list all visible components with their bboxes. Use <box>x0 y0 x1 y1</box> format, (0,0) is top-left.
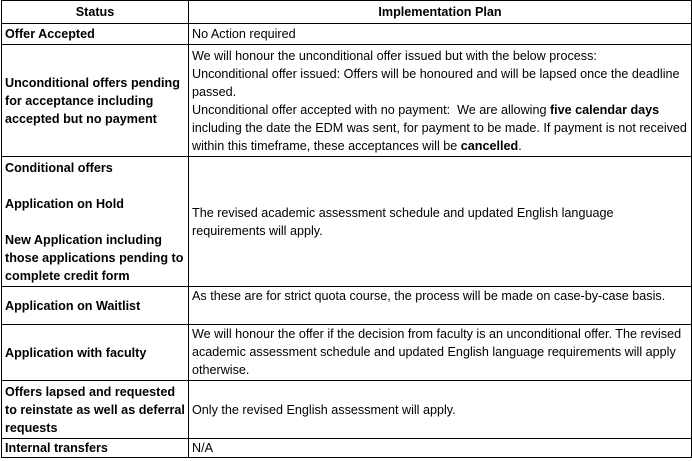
plan-text: . <box>518 138 522 153</box>
plan-cell: N/A <box>189 439 692 458</box>
plan-emphasis: five calendar days <box>549 102 660 117</box>
table-row <box>2 45 692 157</box>
status-cell <box>2 45 189 157</box>
status-text: Unconditional offers pending for <box>5 75 180 108</box>
table-row <box>2 287 692 325</box>
table-row <box>2 439 692 458</box>
implementation-plan-table <box>1 0 692 458</box>
status-text: acceptance including accepted but no payment <box>5 93 157 126</box>
plan-cell: The revised academic assessment schedule and updated English language requirements will apply. <box>189 157 692 287</box>
status-cell <box>2 157 189 287</box>
status-cell: Internal transfers <box>2 439 189 458</box>
status-cell: Application on Waitlist <box>2 287 189 325</box>
status-cell: Offer Accepted <box>2 24 189 45</box>
plan-cell: Only the revised English assessment will apply. <box>189 381 692 439</box>
table-row <box>2 157 692 287</box>
header-row <box>2 1 692 24</box>
status-header: Status <box>2 1 189 24</box>
plan-cell: No Action required <box>189 24 692 45</box>
plan-offer-accepted <box>192 101 691 155</box>
table-row <box>2 325 692 381</box>
status-cell: Offers lapsed and requested to reinstate as well as deferral requests <box>2 381 189 439</box>
plan-emphasis: cancelled <box>460 138 519 153</box>
status-cell: Application with faculty <box>2 325 189 381</box>
plan-text: Unconditional offer accepted with no payment: We are allowing <box>192 102 550 117</box>
plan-cell <box>189 45 692 157</box>
plan-cell: We will honour the offer if the decision from faculty is an unconditional offer. The revised academic assessment schedule and updated English language requirements will apply otherwise. <box>189 325 692 381</box>
plan-header: Implementation Plan <box>189 1 692 24</box>
plan-offer-issued: Unconditional offer issued: Offers will be honoured and will be lapsed once the deadline passed. <box>192 66 680 99</box>
plan-cell: As these are for strict quota course, the process will be made on case-by-case basis. <box>189 287 692 325</box>
table-row <box>2 381 692 439</box>
status-text: New Application including those applications pending to complete credit form <box>5 232 184 283</box>
status-text: Application on Hold <box>5 196 124 211</box>
table-row <box>2 24 692 45</box>
plan-text: including the date the EDM was sent, for payment to be made. If payment is not received within this timeframe, these acceptances will be <box>192 102 691 153</box>
status-text: Conditional offers <box>5 160 113 175</box>
plan-intro: We will honour the unconditional offer issued but with the below process: <box>192 48 597 63</box>
